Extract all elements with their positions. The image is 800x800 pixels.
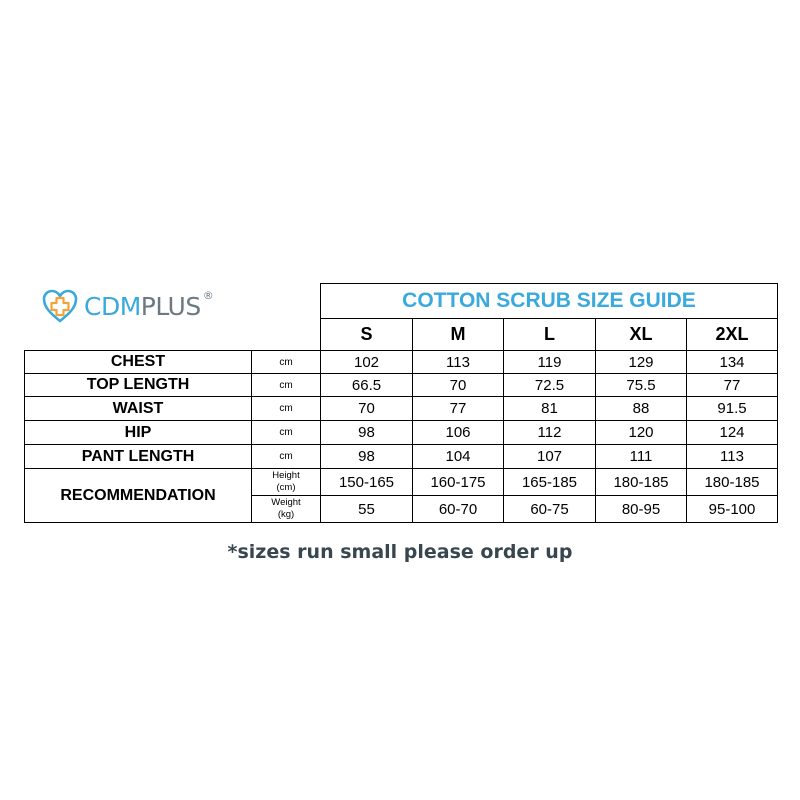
table-cell: 88 bbox=[632, 400, 650, 417]
table-cell: 119 bbox=[537, 353, 562, 371]
height-unit: (cm) bbox=[276, 482, 296, 493]
row-label: WAIST bbox=[112, 399, 164, 417]
weight-sublabel bbox=[252, 496, 320, 522]
row-label: CHEST bbox=[110, 353, 166, 370]
row-unit: cm bbox=[279, 356, 293, 368]
size-header-xl: XL bbox=[629, 324, 653, 344]
table-cell: 102 bbox=[353, 353, 380, 371]
row-unit: cm bbox=[279, 379, 293, 391]
table-cell: 129 bbox=[628, 353, 654, 371]
table-cell: 134 bbox=[719, 353, 745, 371]
size-header-2xl: 2XL bbox=[715, 324, 749, 344]
height-sublabel bbox=[252, 469, 320, 495]
row-unit: cm bbox=[279, 403, 293, 414]
heart-cross-icon bbox=[42, 289, 78, 323]
table-cell: 180-185 bbox=[613, 473, 669, 491]
table-cell: 77 bbox=[723, 376, 741, 394]
table-cell: 95-100 bbox=[708, 500, 756, 518]
table-cell: 104 bbox=[445, 448, 471, 465]
size-header-m: M bbox=[450, 324, 466, 344]
table-cell: 55 bbox=[358, 500, 375, 518]
row-unit: cm bbox=[279, 427, 293, 438]
table-cell: 72.5 bbox=[534, 376, 565, 394]
table-cell: 60-70 bbox=[438, 500, 478, 518]
height-label: Height bbox=[272, 470, 300, 481]
brand-wordmark bbox=[84, 288, 214, 321]
table-cell: 70 bbox=[449, 376, 467, 394]
table-cell: 165-185 bbox=[521, 473, 578, 491]
sizing-note: *sizes run small please order up bbox=[227, 541, 573, 563]
weight-unit: (kg) bbox=[277, 509, 295, 520]
size-header-l: L bbox=[544, 324, 555, 344]
table-cell: 66.5 bbox=[351, 376, 382, 394]
brand-part1: CDM bbox=[84, 291, 141, 321]
table-cell: 160-175 bbox=[430, 473, 486, 491]
table-cell: 91.5 bbox=[717, 400, 747, 417]
table-cell: 70 bbox=[358, 400, 375, 417]
table-cell: 180-185 bbox=[704, 473, 760, 491]
table-cell: 120 bbox=[628, 424, 654, 441]
brand-part2: PLUS bbox=[140, 291, 201, 321]
table-cell: 98 bbox=[358, 448, 375, 465]
table-cell: 107 bbox=[536, 448, 563, 465]
weight-label: Weight bbox=[271, 497, 301, 508]
row-label: TOP LENGTH bbox=[86, 376, 190, 393]
table-cell: 80-95 bbox=[621, 500, 661, 518]
size-header-s: S bbox=[360, 324, 373, 344]
table-cell: 60-75 bbox=[530, 500, 569, 518]
row-label: HIP bbox=[124, 423, 152, 441]
table-cell: 111 bbox=[629, 448, 653, 465]
table-cell: 113 bbox=[720, 448, 744, 465]
table-cell: 124 bbox=[719, 424, 745, 441]
table-cell: 112 bbox=[537, 424, 562, 441]
brand-logo bbox=[42, 288, 213, 324]
recommendation-label: RECOMMENDATION bbox=[60, 486, 216, 504]
table-cell: 150-165 bbox=[338, 473, 395, 491]
table-cell: 113 bbox=[446, 353, 470, 371]
registered-mark: ® bbox=[202, 288, 214, 302]
table-cell: 106 bbox=[445, 424, 471, 441]
table-cell: 75.5 bbox=[626, 376, 656, 394]
table-cell: 81 bbox=[541, 400, 558, 417]
table-cell: 98 bbox=[358, 424, 375, 441]
table-title: COTTON SCRUB SIZE GUIDE bbox=[402, 289, 696, 312]
table-cell: 77 bbox=[449, 400, 467, 417]
row-unit: cm bbox=[279, 451, 293, 462]
row-label: PANT LENGTH bbox=[81, 447, 195, 465]
